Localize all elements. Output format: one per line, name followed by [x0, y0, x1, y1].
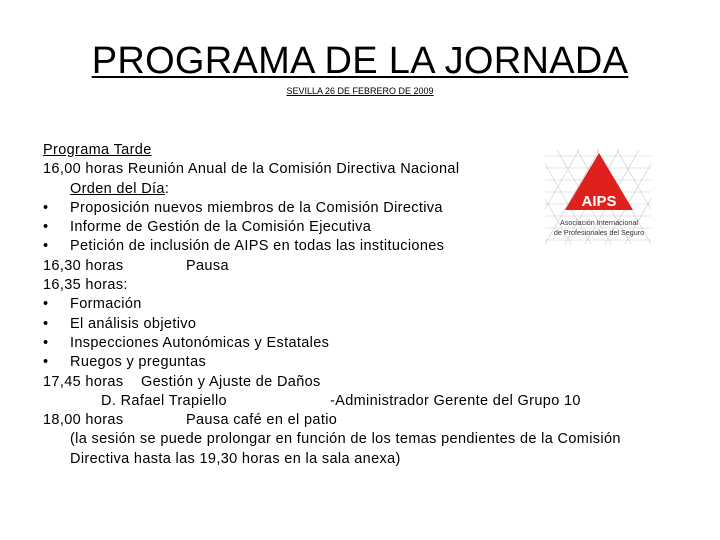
session-item-2: El análisis objetivo [70, 315, 197, 332]
event-1630: Pausa [186, 257, 229, 274]
orden-del-dia-label: Orden del Día [70, 180, 165, 197]
program-content [43, 141, 623, 469]
orden-item-2: Informe de Gestión de la Comisión Ejecutiva [70, 219, 372, 236]
bullet-icon: • [43, 334, 49, 351]
page-subtitle: SEVILLA 26 DE FEBRERO DE 2009 [286, 86, 434, 96]
schedule-line-1800 [43, 411, 623, 430]
aips-logo [545, 150, 651, 244]
schedule-line-1635: 16,35 horas: [43, 277, 128, 294]
orden-item-1: Proposición nuevos miembros de la Comisión Directiva [70, 199, 443, 216]
list-item [43, 315, 623, 334]
bullet-icon: • [43, 219, 49, 236]
session-item-1: Formación [70, 296, 142, 313]
page-title: PROGRAMA DE LA JORNADA [91, 40, 629, 82]
orden-del-dia-line [43, 180, 623, 199]
event-1800: Pausa café en el patio [186, 412, 338, 429]
speaker-name: D. Rafael Trapiello [101, 392, 227, 409]
event-1745: Gestión y Ajuste de Daños [141, 373, 321, 390]
session-item-3: Inspecciones Autonómicas y Estatales [70, 334, 330, 351]
list-item [43, 218, 623, 237]
time-1800: 18,00 horas [43, 412, 124, 429]
bullet-icon: • [43, 296, 49, 313]
schedule-line-1600 [43, 160, 623, 179]
list-item [43, 353, 623, 372]
logo-line-2: de Profesionales del Seguro [553, 228, 645, 237]
speaker-line [43, 392, 623, 411]
session-note: (la sesión se puede prolongar en función de los temas pendientes de la Comisión Directiva hasta las 19,30 horas en la sala anexa) [70, 431, 621, 467]
logo-acronym: AIPS [581, 193, 617, 210]
bullet-icon: • [43, 238, 49, 255]
schedule-line-1745 [43, 373, 623, 392]
session-item-4: Ruegos y preguntas [70, 354, 207, 371]
section-title: Programa Tarde [43, 142, 152, 158]
speaker-role: -Administrador Gerente del Grupo 10 [330, 392, 581, 409]
time-1600: 16,00 horas [43, 161, 124, 178]
time-1630: 16,30 horas [43, 257, 124, 274]
list-item [43, 295, 623, 314]
list-item [43, 334, 623, 353]
logo-line-1: Asociación Internacional [560, 218, 638, 227]
bullet-icon: • [43, 315, 49, 332]
list-item [43, 199, 623, 218]
list-item [43, 237, 623, 256]
schedule-line-1630 [43, 257, 623, 276]
time-1745: 17,45 horas [43, 373, 124, 390]
orden-item-3: Petición de inclusión de AIPS en todas las instituciones [70, 238, 445, 255]
event-1600: Reunión Anual de la Comisión Directiva Nacional [127, 161, 460, 178]
orden-colon: : [164, 180, 170, 197]
bullet-icon: • [43, 354, 49, 371]
bullet-icon: • [43, 199, 49, 216]
